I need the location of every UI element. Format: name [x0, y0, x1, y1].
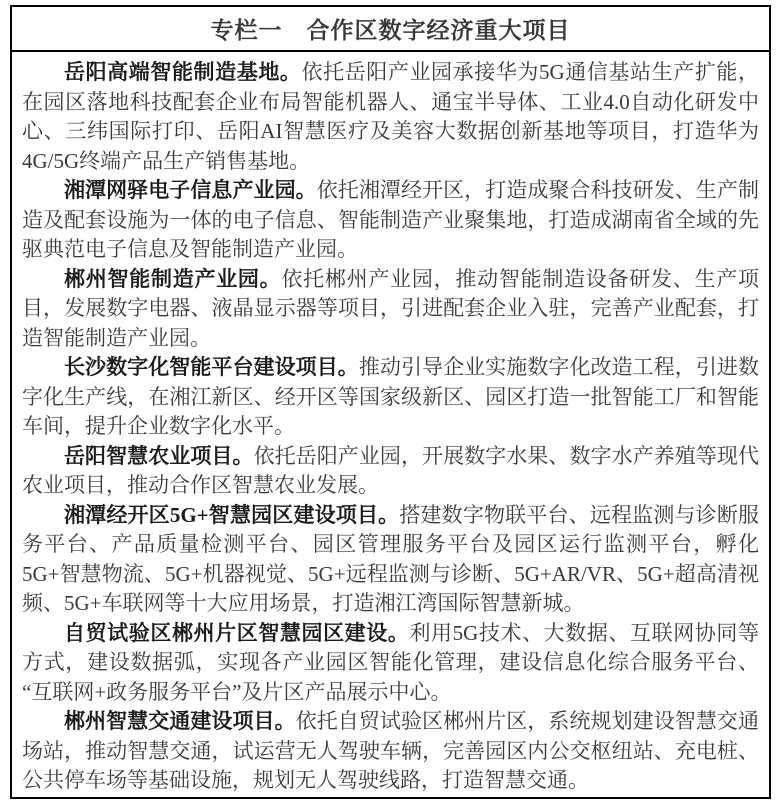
- project-paragraph: [22, 619, 759, 708]
- project-name: 岳阳智慧农业项目。: [64, 443, 254, 468]
- project-paragraph: [22, 58, 759, 176]
- callout-box-body: [12, 52, 769, 796]
- project-paragraph: [22, 501, 759, 619]
- project-name: 自贸试验区郴州片区智慧园区建设。: [64, 620, 410, 645]
- project-name: 湘潭经开区5G+智慧园区建设项目。: [64, 502, 400, 527]
- project-name: 长沙数字化智能平台建设项目。: [64, 355, 359, 379]
- project-name: 湘潭网驿电子信息产业园。: [64, 178, 317, 202]
- callout-box-header: [12, 7, 769, 52]
- project-paragraph: [22, 707, 759, 796]
- project-name: 岳阳高端智能制造基地。: [64, 60, 302, 84]
- project-description: 依托岳阳产业园承接华为5G通信基站生产扩能，在园区落地科技配套企业布局智能机器人、通宝半导体、工业4.0自动化研发中心、三纬国际打印、岳阳AI智慧医疗及美容大数据创新基地等项目，打造华为4G/5G终端产品生产销售基地。: [22, 60, 760, 173]
- project-paragraph: [22, 265, 759, 354]
- project-description: 推动引导企业实施数字化改造工程，引进数字化生产线，在湘江新区、经开区等国家级新区、园区打造一批智能工厂和智能车间，提升企业数字化水平。: [22, 355, 759, 438]
- project-paragraph: [22, 176, 759, 265]
- project-description: 依托湘潭经开区，打造成聚合科技研发、生产制造及配套设施为一体的电子信息、智能制造产业聚集地，打造成湖南省全域的先驱典范电子信息及智能制造产业园。: [22, 178, 759, 261]
- project-description: 依托自贸试验区郴州片区，系统规划建设智慧交通场站，推动智慧交通，试运营无人驾驶车辆，完善园区内公交枢纽站、充电桩、公共停车场等基础设施，规划无人驾驶线路，打造智慧交通。: [22, 709, 759, 792]
- callout-box: [10, 5, 771, 799]
- project-name: 郴州智慧交通建设项目。: [64, 709, 296, 733]
- project-paragraph: [22, 353, 759, 442]
- panel-title: 专栏一 合作区数字经济重大项目: [210, 17, 571, 43]
- project-description: 搭建数字物联平台、远程监测与诊断服务平台、产品质量检测平台、园区管理服务平台及园区运行监测平台，孵化5G+智慧物流、5G+机器视觉、5G+远程监测与诊断、5G+AR/VR、5G+超高清视频、5G+车联网等十大应用场景，打造湘江湾国际智慧新城。: [22, 502, 759, 615]
- project-name: 郴州智能制造产业园。: [64, 266, 282, 291]
- project-description: 依托郴州产业园，推动智能制造设备研发、生产项目，发展数字电器、液晶显示器等项目，引进配套企业入驻，完善产业配套，打造智能制造产业园。: [22, 266, 760, 350]
- project-description: 利用5G技术、大数据、互联网协同等方式，建设数据弧，实现各产业园区智能化管理，建设信息化综合服务平台、“互联网+政务服务平台”及片区产品展示中心。: [22, 620, 760, 704]
- project-paragraph: [22, 442, 759, 501]
- project-description: 依托岳阳产业园，开展数字水果、数字水产养殖等现代农业项目，推动合作区智慧农业发展。: [22, 443, 759, 497]
